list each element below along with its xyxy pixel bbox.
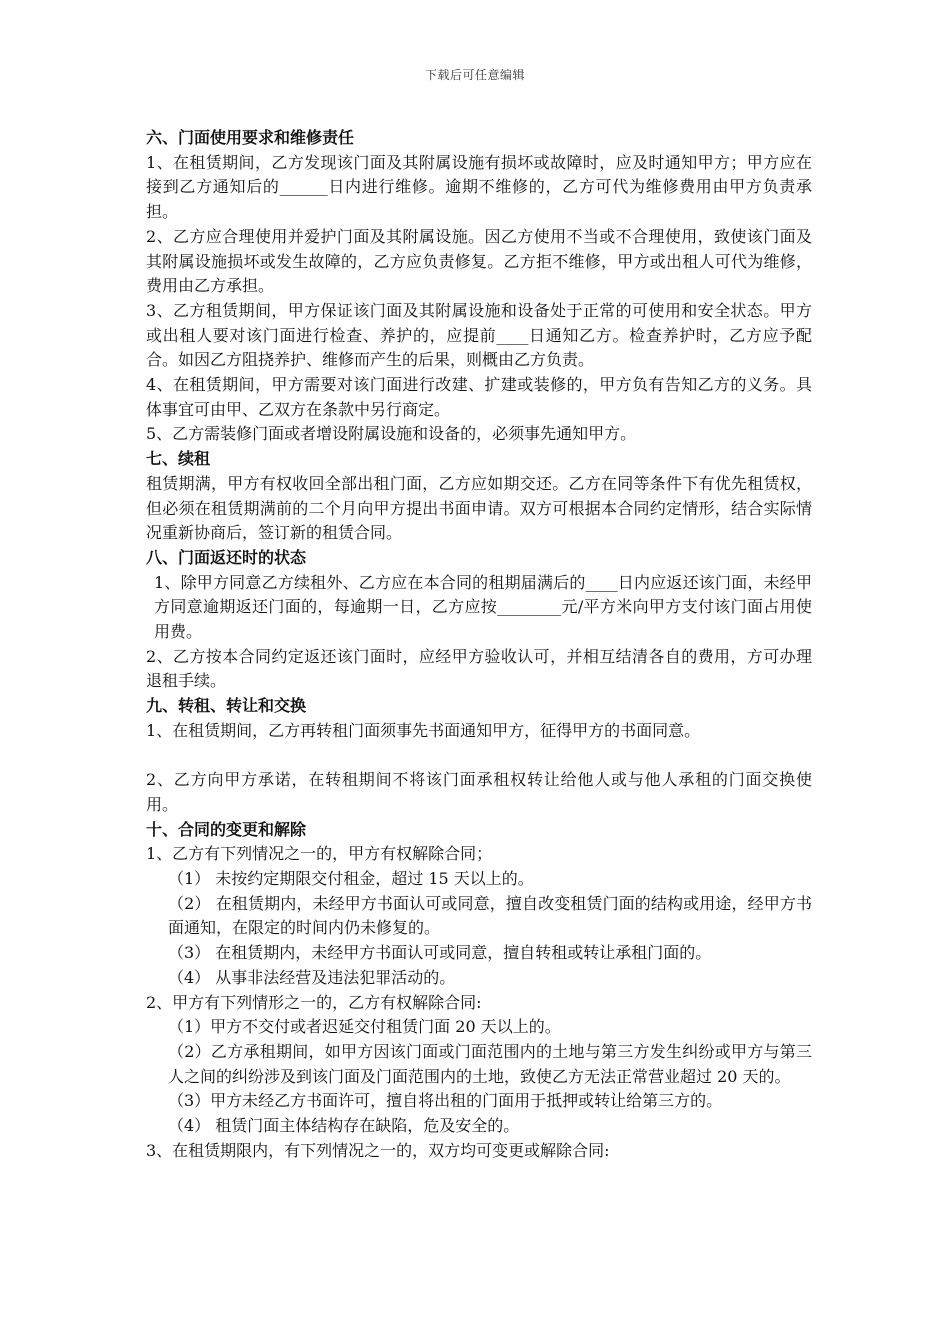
clause-paragraph: （3） 在租赁期内，未经甲方书面认可或同意，擅自转租或转让承租门面的。 (168, 943, 712, 963)
clause-paragraph: 1、除甲方同意乙方续租外、乙方应在本合同的租期届满后的____日内应返还该门面，未经甲方同意逾期返还门面的，每逾期一日，乙方应按________元/平方米向甲方支付该门面占用使用费。 (154, 572, 812, 642)
clause-paragraph: 2、乙方向甲方承诺，在转租期间不将该门面承租权转让给他人或与他人承租的门面交换使用。 (146, 770, 812, 814)
clause-paragraph: （2） 在租赁期内，未经甲方书面认可或同意，擅自改变租赁门面的结构或用途，经甲方书面通知，在限定的时间内仍未修复的。 (168, 893, 812, 938)
clause-paragraph: （1）甲方不交付或者迟延交付租赁门面 20 天以上的。 (168, 1017, 561, 1037)
clause-paragraph: 1、乙方有下列情况之一的，甲方有权解除合同； (146, 844, 493, 864)
clause-paragraph: 4、在租赁期间，甲方需要对该门面进行改建、扩建或装修的，甲方负有告知乙方的义务。具体事宜可由甲、乙双方在条款中另行商定。 (146, 375, 812, 419)
section-heading: 八、门面返还时的状态 (146, 547, 307, 567)
clause-paragraph: （4） 从事非法经营及违法犯罪活动的。 (168, 967, 456, 987)
clause-paragraph: 2、甲方有下列情形之一的，乙方有权解除合同: (146, 992, 482, 1012)
clause-paragraph: 租赁期满，甲方有权收回全部出租门面，乙方应如期交还。乙方在同等条件下有优先租赁权，但必须在租赁期满前的二个月向甲方提出书面申请。双方可根据本合同约定情形，结合实际情况重新协商后，签订新的租赁合同。 (146, 473, 812, 543)
clause-paragraph: 3、在租赁期限内，有下列情况之一的，双方均可变更或解除合同: (146, 1140, 610, 1160)
clause-paragraph: （1） 未按约定期限交付租金，超过 15 天以上的。 (168, 869, 534, 889)
clause-paragraph: 1、在租赁期间，乙方再转租门面须事先书面通知甲方，征得甲方的书面同意。 (146, 720, 701, 740)
contract-body (146, 126, 812, 1164)
clause-paragraph: 2、乙方按本合同约定返还该门面时，应经甲方验收认可，并相互结清各自的费用，方可办理退租手续。 (146, 646, 812, 691)
clause-paragraph: 1、在租赁期间，乙方发现该门面及其附属设施有损坏或故障时，应及时通知甲方；甲方应在接到乙方通知后的______日内进行维修。逾期不维修的，乙方可代为维修费用由甲方负责承担。 (146, 152, 812, 222)
clause-paragraph: 5、乙方需装修门面或者增设附属设施和设备的，必须事先通知甲方。 (146, 424, 637, 444)
page-header: 下载后可任意编辑 (424, 68, 525, 82)
section-heading: 七、续租 (146, 449, 211, 469)
clause-paragraph: （4） 租赁门面主体结构存在缺陷，危及安全的。 (168, 1116, 520, 1136)
section-heading: 六、门面使用要求和维修责任 (146, 128, 355, 147)
section-heading: 十、合同的变更和解除 (146, 819, 307, 839)
clause-paragraph: 3、乙方租赁期间，甲方保证该门面及其附属设施和设备处于正常的可使用和安全状态。甲方或出租人要对该门面进行检查、养护的，应提前____日通知乙方。检查养护时，乙方应予配合。如因乙方阻挠养护、维修而产生的后果，则概由乙方负责。 (146, 300, 812, 370)
blank-line (146, 744, 812, 769)
clause-paragraph: 2、乙方应合理使用并爱护门面及其附属设施。因乙方使用不当或不合理使用，致使该门面及其附属设施损坏或发生故障的，乙方应负责修复。乙方拒不维修，甲方或出租人可代为维修，费用由乙方承担。 (146, 226, 812, 296)
clause-paragraph: （3）甲方未经乙方书面许可，擅自将出租的门面用于抵押或转让给第三方的。 (168, 1091, 723, 1111)
clause-paragraph: （2）乙方承租期间，如甲方因该门面或门面范围内的土地与第三方发生纠纷或甲方与第三人之间的纠纷涉及到该门面及门面范围内的土地，致使乙方无法正常营业超过 20 天的。 (168, 1042, 812, 1086)
section-heading: 九、转租、转让和交换 (146, 696, 307, 716)
